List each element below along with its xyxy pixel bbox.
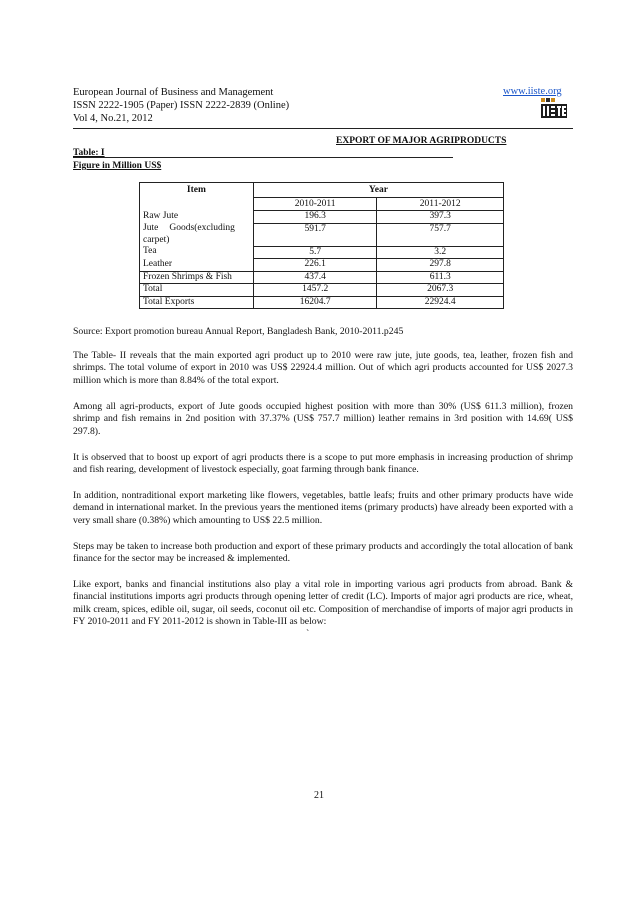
page-number: 21 [314,790,324,801]
row-value-2011: 2067.3 [377,284,504,297]
col-header-year2: 2011-2012 [377,197,504,211]
row-item: Total Exports [140,296,254,309]
row-item: Leather [140,259,254,272]
row-item: Total [140,284,254,297]
table-label-underline [73,157,453,158]
row-item: Raw Jute [140,211,254,224]
body-paragraph: It is observed that to boost up export of agri products there is a scope to put more emphasis in increasing production of shrimp and fish rearing, development of livestock especially, goat farming through bank finance. [73,452,573,476]
body-paragraph: Among all agri-products, export of Jute goods occupied highest position with more than 30% (US$ 611.3 million), frozen shrimp and fish remains in 2nd position with 37.37% (US$ 757.7 million) leather remains in 3rd position with 14.69( US$ 297.8). [73,401,573,437]
table-row [140,296,504,309]
issn-line: ISSN 2222-1905 (Paper) ISSN 2222-2839 (Online) [73,100,290,111]
stray-mark: ` [306,629,310,640]
row-value-2011: 22924.4 [377,296,504,309]
table-row [140,211,504,224]
table-label: Table: I [73,148,105,158]
volume-line: Vol 4, No.21, 2012 [73,113,153,124]
row-value-2011: 297.8 [377,259,504,272]
row-value-2011: 397.3 [377,211,504,224]
table-row [140,259,504,272]
table-source: Source: Export promotion bureau Annual Report, Bangladesh Bank, 2010-2011.p245 [73,326,404,337]
journal-name: European Journal of Business and Management [73,87,274,98]
col-header-item: Item [140,183,254,198]
table-row [140,271,504,284]
header-rule [73,128,573,129]
export-table [139,182,504,309]
row-value-2010: 437.4 [253,271,377,284]
table-row [140,223,504,246]
row-value-2010: 226.1 [253,259,377,272]
row-value-2010: 591.7 [253,223,377,246]
body-paragraph: In addition, nontraditional export marketing like flowers, vegetables, battle leafs; fruits and other primary products have wide demand in international market. In the previous years the mentioned items (primary products) have already been exported with a very small share (0.38%) which amounting to US$ 22.5 million. [73,490,573,526]
row-item: Jute Goods(excluding carpet) [140,223,254,246]
row-value-2011: 611.3 [377,271,504,284]
body-paragraph: Steps may be taken to increase both production and export of these primary products and accordingly the total allocation of bank finance for the sector may be increased & implemented. [73,541,573,565]
table-row [140,246,504,259]
col-header-year1: 2010-2011 [253,197,377,211]
row-item: Frozen Shrimps & Fish [140,271,254,284]
journal-url-link[interactable]: www.iiste.org [503,86,562,97]
row-value-2011: 3.2 [377,246,504,259]
row-value-2010: 5.7 [253,246,377,259]
row-value-2010: 196.3 [253,211,377,224]
body-paragraph: The Table- II reveals that the main exported agri product up to 2010 were raw jute, jute goods, tea, leather, frozen fish and shrimps. The total volume of export in 2010 was US$ 22924.4 million. Out of which agri products accounted for US$ 2027.3 million which is more than 8.84% of the total export. [73,350,573,386]
row-item: Tea [140,246,254,259]
table-unit: Figure in Million US$ [73,161,162,171]
iiste-logo [540,97,568,119]
table-title: EXPORT OF MAJOR AGRIPRODUCTS [336,136,507,146]
table-row [140,284,504,297]
row-value-2011: 757.7 [377,223,504,246]
body-paragraph: Like export, banks and financial institutions also play a vital role in importing various agri products from abroad. Bank & financial institutions imports agri products through opening letter of credit (LC). Imports of major agri products are rice, wheat, milk cream, spices, edible oil, sugar, oil seeds, coconut oil etc. Composition of merchandise of imports of major agri products in FY 2010-2011 and FY 2011-2012 is shown in Table-III as below: [73,579,573,628]
col-header-year: Year [253,183,503,198]
iiste-logo-icon [540,97,568,119]
row-value-2010: 1457.2 [253,284,377,297]
row-value-2010: 16204.7 [253,296,377,309]
